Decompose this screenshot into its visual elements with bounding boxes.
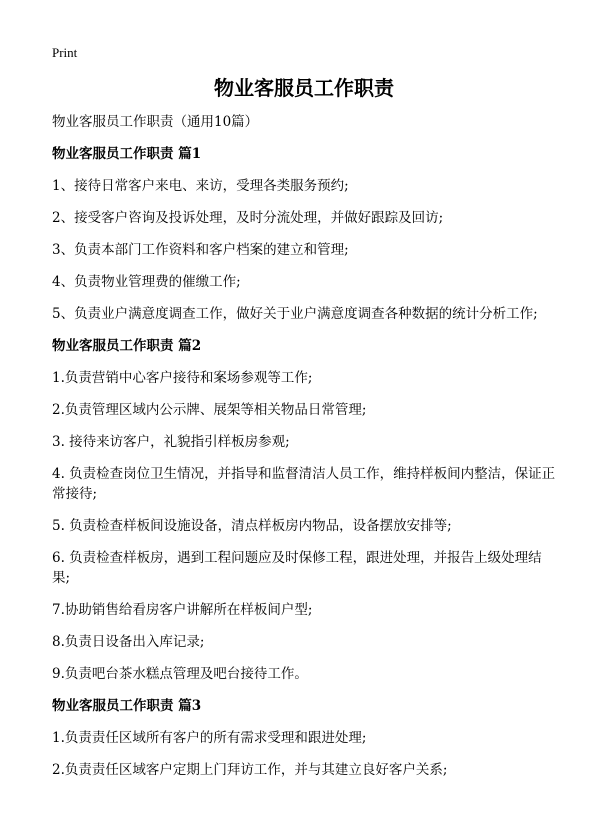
duty-item: 1.负责责任区域所有客户的所有需求受理和跟进处理;: [52, 730, 367, 746]
duty-item: 5. 负责检查样板间设施设备，清点样板房内物品，设备摆放安排等;: [52, 518, 452, 534]
duty-item: 4. 负责检查岗位卫生情况，并指导和监督清洁人员工作，维持样板间内整洁，保证正常接待;: [52, 466, 556, 502]
duty-item: 5、负责业户满意度调查工作，做好关于业户满意度调查各种数据的统计分析工作;: [52, 306, 538, 322]
duty-item: 2、接受客户咨询及投诉处理，及时分流处理，并做好跟踪及回访;: [52, 210, 444, 226]
duty-item: 7.协助销售给看房客户讲解所在样板间户型;: [52, 602, 313, 618]
duty-item: 8.负责日设备出入库记录;: [52, 634, 205, 650]
section-3: [52, 696, 556, 780]
duty-item: 3. 接待来访客户，礼貌指引样板房参观;: [52, 434, 290, 450]
duty-item: 2.负责管理区域内公示牌、展架等相关物品日常管理;: [52, 402, 367, 418]
section-heading: 物业客服员工作职责 篇1: [52, 146, 202, 162]
document-subtitle: 物业客服员工作职责（通用10篇）: [52, 114, 259, 130]
duty-item: 3、负责本部门工作资料和客户档案的建立和管理;: [52, 242, 349, 258]
duty-item: 2.负责责任区域客户定期上门拜访工作，并与其建立良好客户关系;: [52, 762, 448, 778]
section-2: [52, 336, 556, 684]
document-title: 物业客服员工作职责: [214, 76, 394, 100]
duty-item: 1、接待日常客户来电、来访，受理各类服务预约;: [52, 178, 349, 194]
section-1: [52, 144, 556, 324]
duty-item: 4、负责物业管理费的催缴工作;: [52, 274, 241, 290]
duty-item: 1.负责营销中心客户接待和案场参观等工作;: [52, 370, 313, 386]
duty-item: 9.负责吧台茶水糕点管理及吧台接待工作。: [52, 666, 308, 682]
section-heading: 物业客服员工作职责 篇2: [52, 338, 202, 354]
document-body: [52, 144, 556, 780]
duty-item: 6. 负责检查样板房，遇到工程问题应及时保修工程，跟进处理，并报告上级处理结果;: [52, 550, 542, 586]
section-heading: 物业客服员工作职责 篇3: [52, 698, 202, 714]
print-label: Print: [52, 45, 78, 60]
